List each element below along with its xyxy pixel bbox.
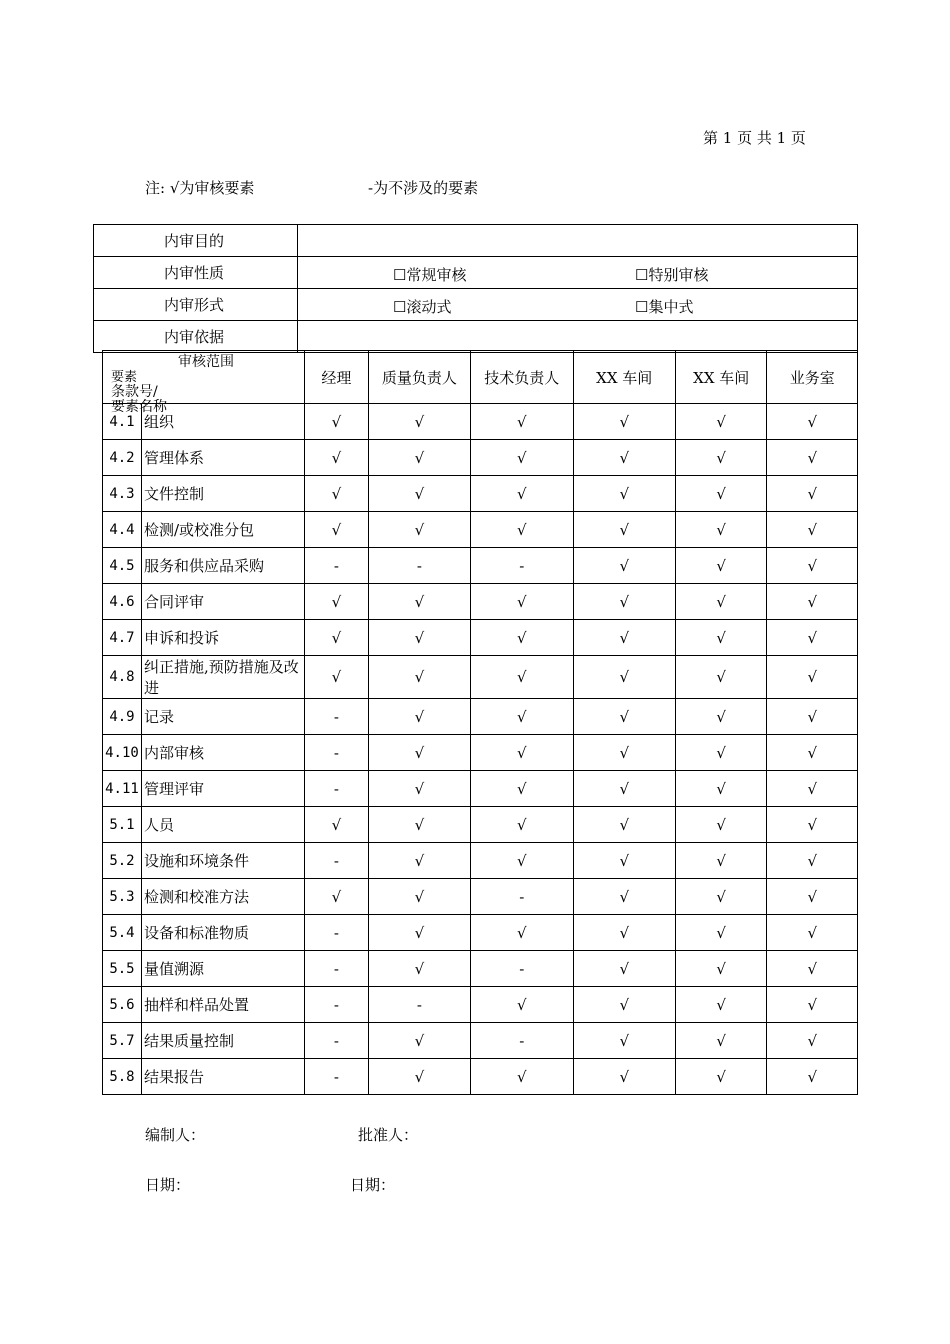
mark-cell: - <box>471 951 573 987</box>
corner-line2: 条款号/ <box>111 384 158 400</box>
mark-cell: √ <box>675 771 767 807</box>
clause-name: 申诉和投诉 <box>141 620 304 656</box>
mark-cell: √ <box>573 951 675 987</box>
clause-number: 5.8 <box>103 1059 142 1095</box>
mark-cell: √ <box>471 807 573 843</box>
clause-name: 管理体系 <box>141 440 304 476</box>
mark-cell: √ <box>767 915 858 951</box>
mark-cell: √ <box>573 440 675 476</box>
info-label: 内审性质 <box>94 257 298 289</box>
column-header: XX 车间 <box>573 351 675 404</box>
mark-cell: √ <box>767 699 858 735</box>
page-indicator: 第 1 页 共 1 页 <box>703 129 806 147</box>
mark-cell: √ <box>471 1059 573 1095</box>
mark-cell: √ <box>675 879 767 915</box>
mark-cell: √ <box>305 476 369 512</box>
mark-cell: √ <box>573 584 675 620</box>
mark-cell: √ <box>573 512 675 548</box>
mark-cell: - <box>368 548 470 584</box>
mark-cell: √ <box>675 548 767 584</box>
mark-cell: √ <box>675 1023 767 1059</box>
mark-cell: √ <box>368 807 470 843</box>
mark-cell: √ <box>471 512 573 548</box>
info-value <box>298 289 858 321</box>
mark-cell: - <box>305 735 369 771</box>
mark-cell: √ <box>471 656 573 699</box>
clause-number: 4.1 <box>103 404 142 440</box>
mark-cell: √ <box>675 699 767 735</box>
mark-cell: √ <box>573 771 675 807</box>
mark-cell: - <box>471 548 573 584</box>
mark-cell: √ <box>573 843 675 879</box>
column-header: 质量负责人 <box>368 351 470 404</box>
audit-scope-table <box>102 350 858 1095</box>
corner-cell <box>103 351 305 415</box>
mark-cell: √ <box>573 476 675 512</box>
clause-number: 5.4 <box>103 915 142 951</box>
mark-cell: √ <box>305 512 369 548</box>
mark-cell: √ <box>305 620 369 656</box>
info-row <box>94 257 858 289</box>
clause-name: 合同评审 <box>141 584 304 620</box>
clause-name: 检测/或校准分包 <box>141 512 304 548</box>
clause-name: 量值溯源 <box>141 951 304 987</box>
clause-number: 4.8 <box>103 656 142 699</box>
mark-cell: √ <box>368 1023 470 1059</box>
table-row <box>103 735 858 771</box>
mark-cell: √ <box>767 951 858 987</box>
clause-name: 结果质量控制 <box>141 1023 304 1059</box>
clause-name: 设备和标准物质 <box>141 915 304 951</box>
note-dash: -为不涉及的要素 <box>368 179 479 197</box>
mark-cell: √ <box>675 656 767 699</box>
info-value <box>298 321 858 353</box>
mark-cell: √ <box>767 771 858 807</box>
mark-cell: √ <box>767 404 858 440</box>
mark-cell: √ <box>767 1059 858 1095</box>
mark-cell: √ <box>368 476 470 512</box>
table-row <box>103 584 858 620</box>
table-row <box>103 476 858 512</box>
clause-number: 5.7 <box>103 1023 142 1059</box>
mark-cell: √ <box>675 735 767 771</box>
mark-cell: √ <box>573 735 675 771</box>
mark-cell: √ <box>305 879 369 915</box>
column-header: 技术负责人 <box>471 351 573 404</box>
mark-cell: √ <box>368 915 470 951</box>
mark-cell: √ <box>675 404 767 440</box>
mark-cell: √ <box>368 1059 470 1095</box>
mark-cell: √ <box>675 843 767 879</box>
info-label: 内审形式 <box>94 289 298 321</box>
mark-cell: √ <box>767 735 858 771</box>
mark-cell: √ <box>767 584 858 620</box>
mark-cell: √ <box>675 584 767 620</box>
clause-number: 4.10 <box>103 735 142 771</box>
table-row <box>103 404 858 440</box>
option-checkbox[interactable]: ☐滚动式 <box>393 298 452 316</box>
mark-cell: √ <box>471 735 573 771</box>
option-checkbox[interactable]: ☐常规审核 <box>393 266 467 284</box>
clause-number: 4.11 <box>103 771 142 807</box>
mark-cell: √ <box>368 584 470 620</box>
mark-cell: √ <box>767 476 858 512</box>
table-row <box>103 699 858 735</box>
mark-cell: √ <box>368 440 470 476</box>
mark-cell: √ <box>573 915 675 951</box>
mark-cell: - <box>471 1023 573 1059</box>
mark-cell: √ <box>305 440 369 476</box>
clause-number: 5.5 <box>103 951 142 987</box>
info-label: 内审目的 <box>94 225 298 257</box>
mark-cell: √ <box>573 404 675 440</box>
clause-name: 设施和环境条件 <box>141 843 304 879</box>
table-row <box>103 512 858 548</box>
mark-cell: √ <box>573 620 675 656</box>
info-row <box>94 225 858 257</box>
mark-cell: √ <box>675 951 767 987</box>
mark-cell: √ <box>368 735 470 771</box>
mark-cell: √ <box>305 807 369 843</box>
mark-cell: √ <box>368 699 470 735</box>
mark-cell: √ <box>675 987 767 1023</box>
mark-cell: √ <box>573 699 675 735</box>
table-row <box>103 915 858 951</box>
mark-cell: √ <box>368 771 470 807</box>
mark-cell: √ <box>767 548 858 584</box>
corner-line1: 要素 <box>111 370 138 385</box>
clause-name: 结果报告 <box>141 1059 304 1095</box>
mark-cell: - <box>305 1023 369 1059</box>
clause-number: 4.4 <box>103 512 142 548</box>
note-check: 注: √为审核要素 <box>145 179 255 197</box>
clause-name: 记录 <box>141 699 304 735</box>
table-row <box>103 656 858 699</box>
clause-number: 4.3 <box>103 476 142 512</box>
column-header: 业务室 <box>767 351 858 404</box>
mark-cell: √ <box>675 915 767 951</box>
mark-cell: √ <box>767 1023 858 1059</box>
corner-top-label: 审核范围 <box>178 354 234 370</box>
clause-number: 5.3 <box>103 879 142 915</box>
mark-cell: √ <box>767 807 858 843</box>
mark-cell: √ <box>675 620 767 656</box>
mark-cell: √ <box>573 987 675 1023</box>
option-checkbox[interactable]: ☐特别审核 <box>635 266 709 284</box>
mark-cell: - <box>305 987 369 1023</box>
mark-cell: √ <box>368 879 470 915</box>
clause-name: 纠正措施,预防措施及改进 <box>141 656 304 699</box>
mark-cell: √ <box>471 771 573 807</box>
clause-name: 检测和校准方法 <box>141 879 304 915</box>
table-row <box>103 620 858 656</box>
mark-cell: √ <box>573 1059 675 1095</box>
mark-cell: - <box>305 771 369 807</box>
clause-name: 人员 <box>141 807 304 843</box>
mark-cell: √ <box>368 843 470 879</box>
clause-name: 抽样和样品处置 <box>141 987 304 1023</box>
table-row <box>103 807 858 843</box>
table-row <box>103 879 858 915</box>
mark-cell: √ <box>471 476 573 512</box>
column-header: XX 车间 <box>675 351 767 404</box>
mark-cell: √ <box>305 404 369 440</box>
clause-number: 5.2 <box>103 843 142 879</box>
mark-cell: - <box>368 987 470 1023</box>
clause-name: 组织 <box>141 404 304 440</box>
clause-name: 服务和供应品采购 <box>141 548 304 584</box>
clause-number: 4.7 <box>103 620 142 656</box>
mark-cell: √ <box>368 951 470 987</box>
compiler-label: 编制人： <box>145 1126 206 1144</box>
mark-cell: √ <box>767 879 858 915</box>
mark-cell: √ <box>573 656 675 699</box>
mark-cell: √ <box>573 879 675 915</box>
mark-cell: √ <box>305 584 369 620</box>
mark-cell: - <box>305 1059 369 1095</box>
mark-cell: √ <box>675 512 767 548</box>
mark-cell: √ <box>767 620 858 656</box>
mark-cell: √ <box>471 699 573 735</box>
clause-number: 4.6 <box>103 584 142 620</box>
mark-cell: √ <box>573 548 675 584</box>
mark-cell: - <box>305 951 369 987</box>
clause-number: 4.2 <box>103 440 142 476</box>
mark-cell: √ <box>471 915 573 951</box>
mark-cell: - <box>305 699 369 735</box>
mark-cell: √ <box>471 843 573 879</box>
clause-name: 管理评审 <box>141 771 304 807</box>
date-label-1: 日期： <box>145 1176 191 1194</box>
column-header: 经理 <box>305 351 369 404</box>
mark-cell: √ <box>767 440 858 476</box>
mark-cell: √ <box>573 1023 675 1059</box>
mark-cell: √ <box>471 404 573 440</box>
mark-cell: √ <box>675 1059 767 1095</box>
table-row <box>103 843 858 879</box>
mark-cell: - <box>471 879 573 915</box>
table-row <box>103 987 858 1023</box>
mark-cell: √ <box>767 656 858 699</box>
mark-cell: √ <box>471 440 573 476</box>
clause-number: 5.1 <box>103 807 142 843</box>
mark-cell: √ <box>471 584 573 620</box>
table-row <box>103 951 858 987</box>
table-row <box>103 771 858 807</box>
header-row <box>103 351 858 404</box>
mark-cell: √ <box>767 512 858 548</box>
table-row <box>103 1059 858 1095</box>
mark-cell: - <box>305 915 369 951</box>
mark-cell: - <box>305 843 369 879</box>
option-checkbox[interactable]: ☐集中式 <box>635 298 694 316</box>
table-row <box>103 440 858 476</box>
mark-cell: - <box>305 548 369 584</box>
info-label: 内审依据 <box>94 321 298 353</box>
clause-number: 4.5 <box>103 548 142 584</box>
mark-cell: √ <box>767 843 858 879</box>
info-value <box>298 257 858 289</box>
mark-cell: √ <box>471 987 573 1023</box>
mark-cell: √ <box>368 512 470 548</box>
date-label-2: 日期： <box>350 1176 396 1194</box>
clause-number: 5.6 <box>103 987 142 1023</box>
approver-label: 批准人： <box>358 1126 419 1144</box>
clause-number: 4.9 <box>103 699 142 735</box>
mark-cell: √ <box>767 987 858 1023</box>
mark-cell: √ <box>675 476 767 512</box>
mark-cell: √ <box>675 807 767 843</box>
table-row <box>103 1023 858 1059</box>
mark-cell: √ <box>675 440 767 476</box>
corner-line3: 要素名称 <box>111 399 167 415</box>
clause-name: 文件控制 <box>141 476 304 512</box>
audit-info-table <box>93 224 858 353</box>
mark-cell: √ <box>368 404 470 440</box>
clause-name: 内部审核 <box>141 735 304 771</box>
table-row <box>103 548 858 584</box>
mark-cell: √ <box>471 620 573 656</box>
info-row <box>94 321 858 353</box>
mark-cell: √ <box>368 620 470 656</box>
mark-cell: √ <box>368 656 470 699</box>
info-row <box>94 289 858 321</box>
info-value <box>298 225 858 257</box>
mark-cell: √ <box>573 807 675 843</box>
mark-cell: √ <box>305 656 369 699</box>
